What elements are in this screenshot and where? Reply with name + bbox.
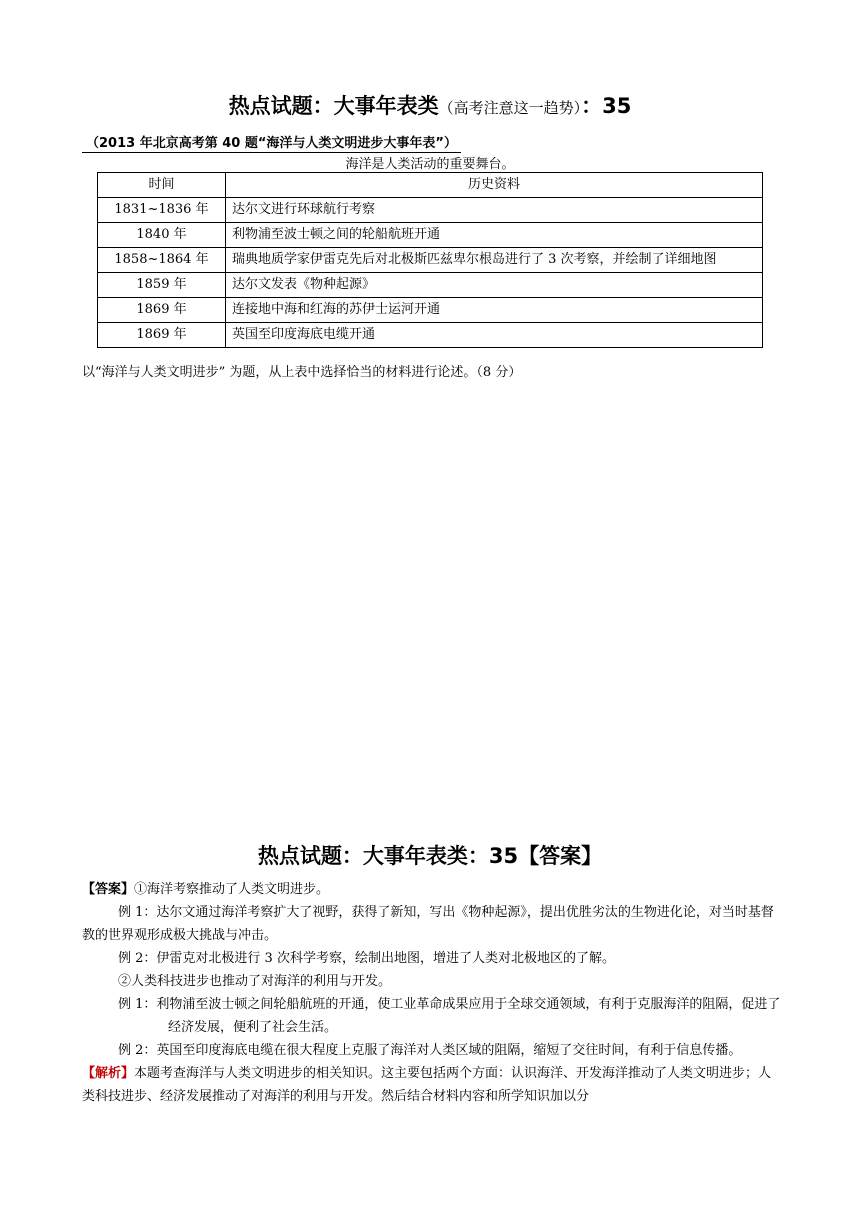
- analysis-tag: 【解析】: [82, 1066, 135, 1081]
- answer-example-1: 例 1：达尔文通过海洋考察扩大了视野，获得了新知，写出《物种起源》，提出优胜劣汰的生物进化论，对当时基督教的世界观形成极大挑战与冲击。: [82, 905, 774, 943]
- answer-example-4: 例 2：英国至印度海底电缆在很大程度上克服了海洋对人类区域的阻隔，缩短了交往时间，有利于信息传播。: [118, 1043, 742, 1058]
- row-year: 1831~1836 年: [98, 198, 226, 223]
- answer-title: 热点试题：大事年表类：35【答案】: [257, 844, 603, 868]
- table-row: [98, 298, 763, 323]
- row-event: 连接地中海和红海的苏伊士运河开通: [226, 298, 763, 323]
- question-source: （2013 年北京高考第 40 题“海洋与人类文明进步大事年表”）: [82, 132, 461, 153]
- row-year: 1869 年: [98, 323, 226, 348]
- header-material: 历史资料: [226, 173, 763, 198]
- answer-point-1: 【答案】①海洋考察推动了人类文明进步。: [82, 882, 330, 897]
- row-year: 1869 年: [98, 298, 226, 323]
- answer-tag: 【答案】: [82, 882, 135, 897]
- answer-point-2: ②人类科技进步也推动了对海洋的利用与开发。: [118, 974, 392, 989]
- answer-body: [82, 878, 782, 1108]
- row-year: 1858~1864 年: [98, 248, 226, 273]
- table-row: [98, 198, 763, 223]
- question-title: 热点试题：大事年表类（高考注意这一趋势）：35: [228, 94, 632, 118]
- row-event: 英国至印度海底电缆开通: [226, 323, 763, 348]
- table-row: [98, 223, 763, 248]
- row-event: 瑞典地质学家伊雷克先后对北极斯匹兹卑尔根岛进行了 3 次考察，并绘制了详细地图: [226, 248, 763, 273]
- answer-example-3: 例 1：利物浦至波士顿之间轮船航班的开通，使工业革命成果应用于全球交通领域，有利于克服海洋的阻隔，促进了经济发展，便利了社会生活。: [118, 997, 781, 1035]
- row-year: 1859 年: [98, 273, 226, 298]
- row-event: 利物浦至波士顿之间的轮船航班开通: [226, 223, 763, 248]
- table-row: [98, 248, 763, 273]
- answer-example-2: 例 2：伊雷克对北极进行 3 次科学考察，绘制出地图，增进了人类对北极地区的了解。: [118, 951, 615, 966]
- header-time: 时间: [98, 173, 226, 198]
- table-row: [98, 273, 763, 298]
- table-caption: 海洋是人类活动的重要舞台。: [345, 157, 515, 172]
- row-event: 达尔文进行环球航行考察: [226, 198, 763, 223]
- row-event: 达尔文发表《物种起源》: [226, 273, 763, 298]
- analysis-paragraph: 【解析】本题考查海洋与人类文明进步的相关知识。这主要包括两个方面：认识海洋、开发海洋推动了人类文明进步；人类科技进步、经济发展推动了对海洋的利用与开发。然后结合材料内容和所学知识加以分: [82, 1066, 772, 1104]
- table-row: [98, 323, 763, 348]
- row-year: 1840 年: [98, 223, 226, 248]
- table-header-row: [98, 173, 763, 198]
- question-prompt: 以“海洋与人类文明进步” 为题，从上表中选择恰当的材料进行论述。（8 分）: [82, 365, 522, 380]
- events-table: [97, 172, 763, 348]
